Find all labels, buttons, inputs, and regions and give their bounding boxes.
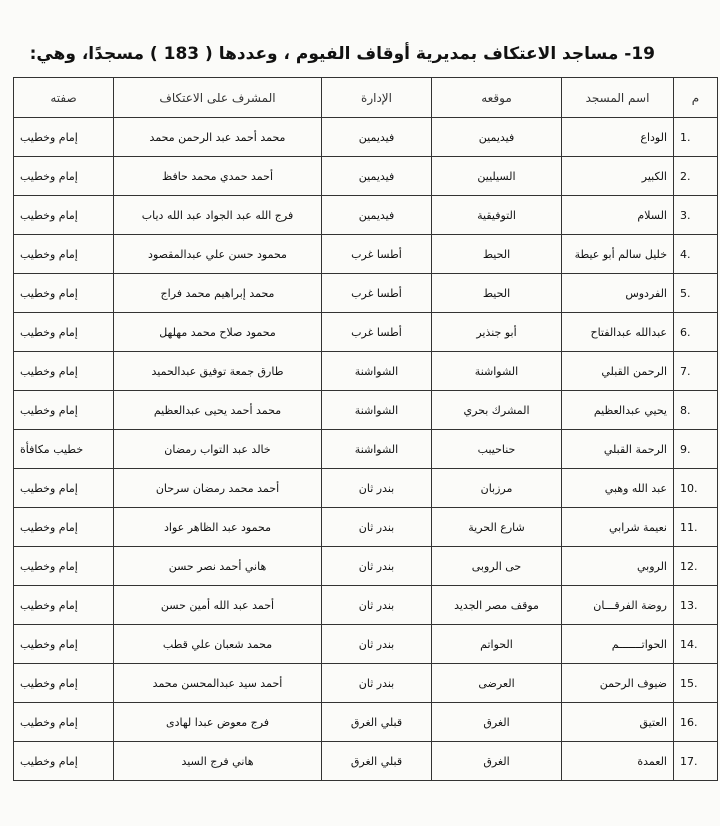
cell-supervisor: هاني فرج السيد — [114, 742, 322, 781]
header-mosque: اسم المسجد — [562, 78, 674, 118]
table-row — [14, 664, 718, 703]
cell-role: إمام وخطيب — [14, 235, 114, 274]
header-num: م — [674, 78, 718, 118]
cell-role: إمام وخطيب — [14, 625, 114, 664]
cell-mosque-name: الحواتـــــــم — [562, 625, 674, 664]
cell-administration: أطسا غرب — [322, 313, 432, 352]
cell-administration: بندر ثان — [322, 586, 432, 625]
cell-mosque-name: ضيوف الرحمن — [562, 664, 674, 703]
cell-supervisor: محمد أحمد يحيى عبدالعظيم — [114, 391, 322, 430]
cell-role: إمام وخطيب — [14, 703, 114, 742]
cell-role: إمام وخطيب — [14, 547, 114, 586]
cell-role: إمام وخطيب — [14, 313, 114, 352]
cell-num: 2. — [674, 157, 718, 196]
cell-mosque-name: السلام — [562, 196, 674, 235]
cell-mosque-name: الفردوس — [562, 274, 674, 313]
cell-location: فيديمين — [432, 118, 562, 157]
cell-location: الشواشنة — [432, 352, 562, 391]
cell-supervisor: محمد أحمد عبد الرحمن محمد — [114, 118, 322, 157]
table-row — [14, 196, 718, 235]
cell-administration: بندر ثان — [322, 547, 432, 586]
cell-role: إمام وخطيب — [14, 118, 114, 157]
cell-location: العرضى — [432, 664, 562, 703]
cell-supervisor: أحمد حمدي محمد حافظ — [114, 157, 322, 196]
table-row — [14, 391, 718, 430]
cell-location: الحواتم — [432, 625, 562, 664]
cell-location: حى الروبى — [432, 547, 562, 586]
cell-num: 8. — [674, 391, 718, 430]
cell-supervisor: فرج الله عبد الجواد عبد الله دياب — [114, 196, 322, 235]
header-location: موقعه — [432, 78, 562, 118]
cell-supervisor: فرج معوض عبدا لهادى — [114, 703, 322, 742]
cell-administration: الشواشنة — [322, 391, 432, 430]
cell-num: 6. — [674, 313, 718, 352]
cell-num: 4. — [674, 235, 718, 274]
table-row — [14, 742, 718, 781]
cell-supervisor: محمود صلاح محمد مهلهل — [114, 313, 322, 352]
cell-mosque-name: العتيق — [562, 703, 674, 742]
table-body — [14, 118, 718, 781]
cell-num: 10. — [674, 469, 718, 508]
cell-mosque-name: عبدالله عبدالفتاح — [562, 313, 674, 352]
cell-location: حناحيبب — [432, 430, 562, 469]
cell-role: إمام وخطيب — [14, 157, 114, 196]
cell-role: إمام وخطيب — [14, 664, 114, 703]
cell-mosque-name: الرحمن القبلي — [562, 352, 674, 391]
cell-role: إمام وخطيب — [14, 508, 114, 547]
cell-num: 15. — [674, 664, 718, 703]
cell-mosque-name: خليل سالم أبو عيطة — [562, 235, 674, 274]
table-row — [14, 118, 718, 157]
header-admin: الإدارة — [322, 78, 432, 118]
cell-administration: فيديمين — [322, 157, 432, 196]
table-row — [14, 352, 718, 391]
cell-num: 5. — [674, 274, 718, 313]
cell-location: المشرك بحري — [432, 391, 562, 430]
cell-location: الغرق — [432, 703, 562, 742]
cell-location: شارع الحرية — [432, 508, 562, 547]
cell-mosque-name: يحيي عبدالعظيم — [562, 391, 674, 430]
cell-administration: فيديمين — [322, 118, 432, 157]
cell-mosque-name: الرحمة القبلي — [562, 430, 674, 469]
cell-supervisor: محمد شعبان علي قطب — [114, 625, 322, 664]
cell-location: الغرق — [432, 742, 562, 781]
cell-role: إمام وخطيب — [14, 196, 114, 235]
table-row — [14, 274, 718, 313]
cell-mosque-name: الكبير — [562, 157, 674, 196]
cell-mosque-name: روضة الفرقـــان — [562, 586, 674, 625]
cell-num: 13. — [674, 586, 718, 625]
cell-role: إمام وخطيب — [14, 469, 114, 508]
cell-supervisor: هاني أحمد نصر حسن — [114, 547, 322, 586]
cell-num: 16. — [674, 703, 718, 742]
header-supervisor: المشرف على الاعتكاف — [114, 78, 322, 118]
cell-supervisor: أحمد محمد رمضان سرحان — [114, 469, 322, 508]
cell-num: 1. — [674, 118, 718, 157]
cell-administration: الشواشنة — [322, 430, 432, 469]
cell-num: 17. — [674, 742, 718, 781]
page-title: 19- مساجد الاعتكاف بمديرية أوقاف الفيوم ، وعددها ( 183 ) مسجدًا، وهي: — [29, 44, 655, 64]
cell-supervisor: محمد إبراهيم محمد فراج — [114, 274, 322, 313]
cell-administration: أطسا غرب — [322, 274, 432, 313]
table-row — [14, 430, 718, 469]
table-row — [14, 586, 718, 625]
cell-num: 3. — [674, 196, 718, 235]
cell-administration: قبلي الغرق — [322, 742, 432, 781]
cell-location: السيليين — [432, 157, 562, 196]
cell-num: 12. — [674, 547, 718, 586]
cell-administration: بندر ثان — [322, 469, 432, 508]
cell-location: موقف مصر الجديد — [432, 586, 562, 625]
cell-role: إمام وخطيب — [14, 586, 114, 625]
cell-role: إمام وخطيب — [14, 352, 114, 391]
cell-supervisor: خالد عبد التواب رمضان — [114, 430, 322, 469]
cell-supervisor: طارق جمعة توفيق عبدالحميد — [114, 352, 322, 391]
cell-location: الحيط — [432, 274, 562, 313]
cell-role: إمام وخطيب — [14, 274, 114, 313]
table-row — [14, 508, 718, 547]
cell-mosque-name: العمدة — [562, 742, 674, 781]
cell-num: 14. — [674, 625, 718, 664]
header-role: صفته — [14, 78, 114, 118]
cell-mosque-name: عبد الله وهبي — [562, 469, 674, 508]
cell-location: الحيط — [432, 235, 562, 274]
table-row — [14, 625, 718, 664]
cell-supervisor: محمود حسن علي عبدالمقصود — [114, 235, 322, 274]
table-row — [14, 313, 718, 352]
cell-administration: أطسا غرب — [322, 235, 432, 274]
cell-mosque-name: الروبي — [562, 547, 674, 586]
cell-num: 11. — [674, 508, 718, 547]
cell-location: التوفيقية — [432, 196, 562, 235]
table-row — [14, 703, 718, 742]
cell-location: أبو جنذير — [432, 313, 562, 352]
cell-administration: قبلي الغرق — [322, 703, 432, 742]
cell-role: إمام وخطيب — [14, 742, 114, 781]
table-row — [14, 235, 718, 274]
table-header-row — [14, 78, 718, 118]
table-row — [14, 469, 718, 508]
cell-num: 7. — [674, 352, 718, 391]
cell-role: إمام وخطيب — [14, 391, 114, 430]
cell-supervisor: محمود عبد الظاهر عواد — [114, 508, 322, 547]
table-row — [14, 547, 718, 586]
cell-administration: بندر ثان — [322, 508, 432, 547]
cell-mosque-name: الوداع — [562, 118, 674, 157]
mosques-table — [13, 77, 718, 781]
cell-num: 9. — [674, 430, 718, 469]
cell-administration: بندر ثان — [322, 625, 432, 664]
cell-role: خطيب مكافأة — [14, 430, 114, 469]
cell-location: مرزبان — [432, 469, 562, 508]
cell-administration: الشواشنة — [322, 352, 432, 391]
cell-mosque-name: نعيمة شرابي — [562, 508, 674, 547]
cell-supervisor: أحمد سيد عبدالمحسن محمد — [114, 664, 322, 703]
cell-administration: فيديمين — [322, 196, 432, 235]
cell-administration: بندر ثان — [322, 664, 432, 703]
table-row — [14, 157, 718, 196]
cell-supervisor: أحمد عبد الله أمين حسن — [114, 586, 322, 625]
